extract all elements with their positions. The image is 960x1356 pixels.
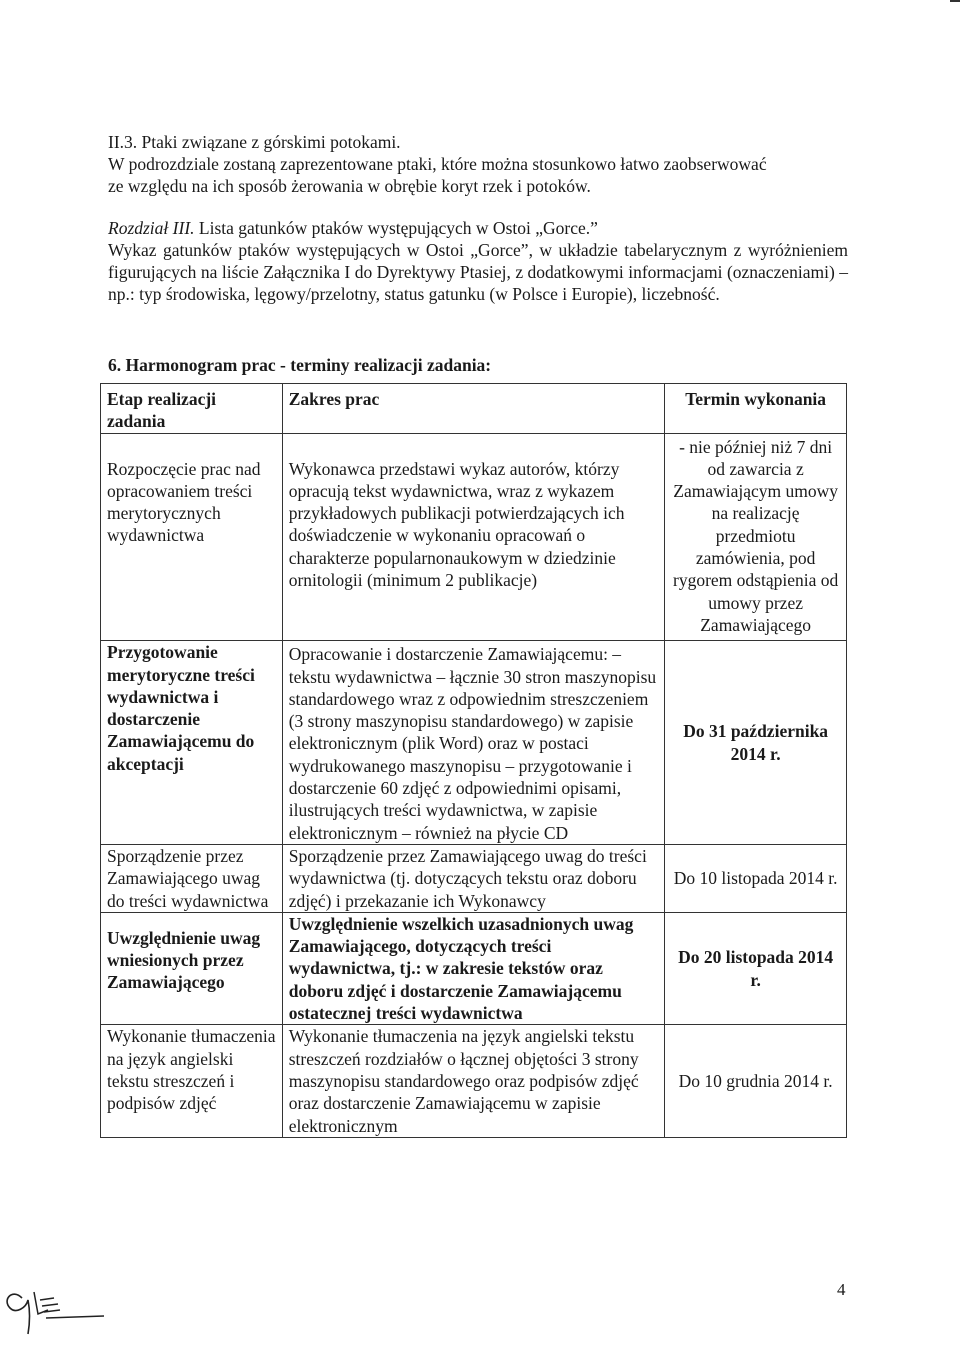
table-row xyxy=(101,641,847,845)
row-5-stage: Wykonanie tłumaczenia na język angielski tekstu streszczeń i podpisów zdjęć xyxy=(101,1025,283,1137)
table-row xyxy=(101,844,847,912)
row-3-stage: Sporządzenie przez Zamawiającego uwag do treści wydawnictwa xyxy=(101,844,283,912)
table-row xyxy=(101,1025,847,1137)
row-5-scope: Wykonanie tłumaczenia na język angielski tekstu streszczeń rozdziałów o łącznej objętości 3 strony maszynopisu standardowego oraz podpisów zdjęć oraz dostarczenie Zamawiającemu w zapisie elektronicznym xyxy=(282,1025,665,1137)
schedule-table xyxy=(100,383,847,1138)
row-2-scope: Opracowanie i dostarczenie Zamawiającemu: – tekstu wydawnictwa – łącznie 30 stron maszynopisu standardowego wraz z odpowiednim streszczeniem (3 strony maszynopisu standardowego) w zapisie elektronicznym (plik Word) oraz w postaci wydrukowanego maszynopisu – przygotowanie i dostarczenie 60 zdjęć z odpowiednimi opisami, ilustrujących treści wydawnictwa, w zapisie elektronicznym – również na płycie CD xyxy=(282,641,665,845)
header-stage: Etap realizacji zadania xyxy=(101,384,283,434)
row-1-stage: Rozpoczęcie prac nad opracowaniem treści merytorycznych wydawnictwa xyxy=(101,433,283,641)
handwritten-signature xyxy=(0,1270,120,1345)
scan-mark xyxy=(950,0,960,2)
intro-line-2: ze względu na ich sposób żerowania w obrębie koryt rzek i potoków. xyxy=(108,176,591,196)
page-number: 4 xyxy=(837,1280,846,1299)
header-scope: Zakres prac xyxy=(282,384,665,434)
intro-line-1: W podrozdziale zostaną zaprezentowane ptaki, które można stosunkowo łatwo zaobserwować xyxy=(108,154,767,174)
row-4-stage: Uwzględnienie uwag wniesionych przez Zamawiającego xyxy=(101,912,283,1024)
chapter-heading xyxy=(108,217,848,239)
row-4-scope: Uwzględnienie wszelkich uzasadnionych uwag Zamawiającego, dotyczących treści wydawnictwa, tj.: w zakresie tekstów oraz doboru zdjęć i dostarczenie Zamawiającemu ostatecznej treści wydawnictwa xyxy=(282,912,665,1024)
row-2-deadline: Do 31 października 2014 r. xyxy=(665,641,847,845)
header-deadline: Termin wykonania xyxy=(665,384,847,434)
row-3-scope: Sporządzenie przez Zamawiającego uwag do treści wydawnictwa (tj. dotyczących tekstu oraz doboru zdjęć) i przekazanie ich Wykonawcy xyxy=(282,844,665,912)
section-title: II.3. Ptaki związane z górskimi potokami. xyxy=(108,132,401,152)
table-row xyxy=(101,433,847,641)
row-2-stage: Przygotowanie merytoryczne treści wydawnictwa i dostarczenie Zamawiającemu do akceptacji xyxy=(101,641,283,845)
row-1-scope: Wykonawca przedstawi wykaz autorów, którzy opracują tekst wydawnictwa, wraz z wykazem przykładowych publikacji potwierdzających ich doświadczenie w wykonaniu opracowań o charakterze popularnonaukowym w dziedzinie ornitologii (minimum 2 publikacje) xyxy=(282,433,665,641)
chapter-description: Wykaz gatunków ptaków występujących w Ostoi „Gorce”, w układzie tabelarycznym z wyróżnieniem figurujących na liście Załącznika I do Dyrektywy Ptasiej, z dodatkowymi informacjami (oznaczeniami) – np.: typ środowiska, lęgowy/przelotny, status gatunku (w Polsce i Europie), liczebność. xyxy=(108,240,848,304)
row-1-deadline: - nie później niż 7 dni od zawarcia z Zamawiającym umowy na realizację przedmiotu zamówienia, pod rygorem odstąpienia od umowy przez Zamawiającego xyxy=(665,433,847,641)
row-3-deadline: Do 10 listopada 2014 r. xyxy=(665,844,847,912)
chapter-title: Lista gatunków ptaków występujących w Ostoi „Gorce.” xyxy=(194,218,598,238)
chapter-number: Rozdział III. xyxy=(108,218,195,238)
row-4-deadline: Do 20 listopada 2014 r. xyxy=(665,912,847,1024)
schedule-heading: 6. Harmonogram prac - terminy realizacji zadania: xyxy=(108,355,492,375)
row-5-deadline: Do 10 grudnia 2014 r. xyxy=(665,1025,847,1137)
table-header-row xyxy=(101,384,847,434)
table-row xyxy=(101,912,847,1024)
